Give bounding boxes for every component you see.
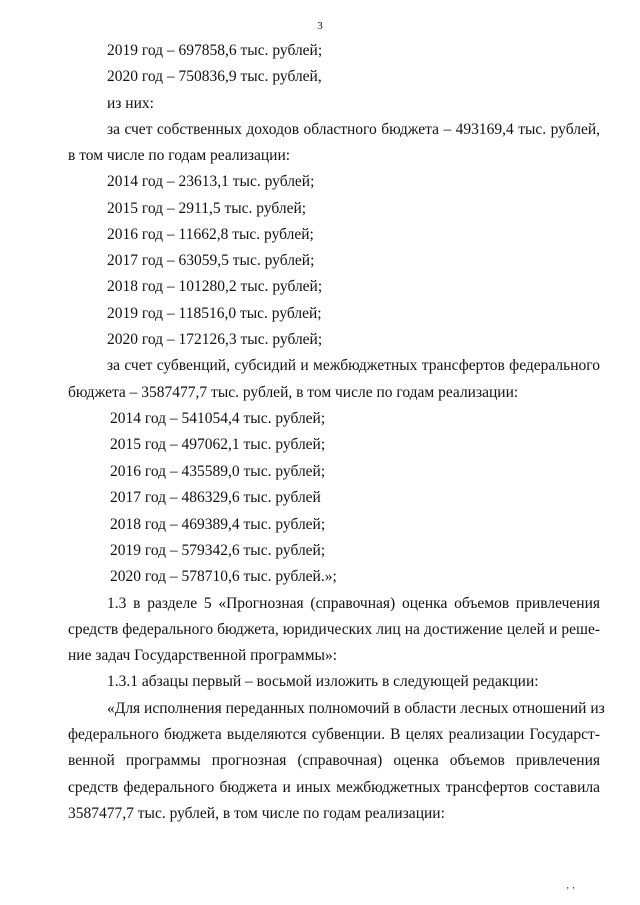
year-line: 2017 год – 486329,6 тыс. рублей (110, 489, 321, 506)
paragraph-line: 3587477,7 тыс. рублей, в том числе по годам реализации: (68, 805, 445, 822)
paragraph-line: венной программы прогнозная (справочная) оценка объемов привлечения (68, 752, 600, 769)
year-line: 2018 год – 469389,4 тыс. рублей; (110, 516, 326, 533)
paragraph-line: за счет собственных доходов областного бюджета – 493169,4 тыс. рублей, (107, 121, 600, 138)
paragraph-line: бюджета – 3587477,7 тыс. рублей, в том числе по годам реализации: (68, 384, 519, 401)
paragraph-line: федерального бюджета выделяются субвенции. В целях реализации Государст- (68, 726, 600, 743)
year-line: 2017 год – 63059,5 тыс. рублей; (107, 252, 315, 269)
paragraph-line: в том числе по годам реализации: (68, 147, 291, 164)
year-line: 2020 год – 750836,9 тыс. рублей, (107, 68, 322, 85)
paragraph-line: средств федерального бюджета и иных межбюджетных трансфертов составила (68, 779, 600, 796)
year-line: 2015 год – 497062,1 тыс. рублей; (110, 436, 326, 453)
year-line: 2016 год – 435589,0 тыс. рублей; (110, 463, 326, 480)
paragraph-line: 1.3 в разделе 5 «Прогнозная (справочная) оценка объемов привлечения (107, 595, 600, 612)
year-line: 2019 год – 579342,6 тыс. рублей; (110, 542, 326, 559)
paragraph-line: из них: (107, 95, 154, 112)
page-number: 3 (317, 20, 323, 32)
year-line: 2014 год – 541054,4 тыс. рублей; (110, 410, 326, 427)
year-line: 2018 год – 101280,2 тыс. рублей; (107, 278, 323, 295)
year-line: 2020 год – 578710,6 тыс. рублей.»; (110, 568, 337, 585)
paragraph-line: 1.3.1 абзацы первый – восьмой изложить в следующей редакции: (107, 673, 539, 690)
year-line: 2016 год – 11662,8 тыс. рублей; (107, 226, 314, 243)
year-line: 2019 год – 697858,6 тыс. рублей; (107, 42, 323, 59)
paragraph-line: средств федерального бюджета, юридических лиц на достижение целей и реше- (68, 621, 600, 638)
paragraph-line: ние задач Государственной программы»: (68, 647, 338, 664)
year-line: 2015 год – 2911,5 тыс. рублей; (107, 200, 307, 217)
year-line: 2014 год – 23613,1 тыс. рублей; (107, 173, 315, 190)
corner-mark: ‚ ‚ (566, 880, 576, 891)
paragraph-line: «Для исполнения переданных полномочий в области лесных отношений из (107, 700, 605, 717)
year-line: 2020 год – 172126,3 тыс. рублей; (107, 331, 323, 348)
year-line: 2019 год – 118516,0 тыс. рублей; (107, 305, 322, 322)
paragraph-line: за счет субвенций, субсидий и межбюджетных трансфертов федерального (107, 357, 600, 374)
